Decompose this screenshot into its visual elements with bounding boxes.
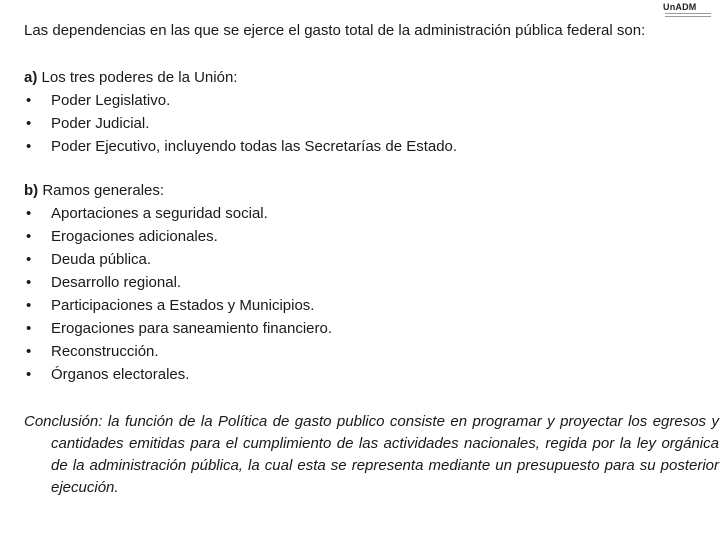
list-item-text: Erogaciones para saneamiento financiero.	[51, 320, 333, 337]
bullet: •	[26, 343, 32, 360]
list-item	[24, 296, 315, 319]
list-item	[24, 91, 237, 114]
bullet: •	[26, 205, 32, 222]
logo-lines	[665, 13, 711, 19]
list-item-text: Deuda pública.	[51, 251, 152, 268]
section-b	[24, 181, 333, 388]
list-item	[24, 319, 333, 342]
list-item	[24, 273, 182, 296]
list-item	[24, 365, 190, 388]
bullet: •	[26, 251, 32, 268]
list-item-text: Aportaciones a seguridad social.	[51, 205, 268, 222]
bullet: •	[26, 92, 32, 109]
section-a-marker: a)	[24, 69, 38, 86]
bullet: •	[26, 297, 32, 314]
unadm-logo	[663, 2, 713, 22]
list-item-text: Reconstrucción.	[51, 343, 159, 360]
list-item	[24, 204, 268, 227]
conclusion-paragraph: Conclusión: la función de la Política de gasto publico consiste en programar y proyectar los egresos y cantidades emitidas para el cumplimiento de las actividades nacionales, regida por la ley orgánica de la administración pública, la cual esta se representa mediante un presupuesto para su posterior ejecución.	[24, 413, 719, 496]
list-item-text: Participaciones a Estados y Municipios.	[51, 297, 315, 314]
intro-text: Las dependencias en las que se ejerce el gasto total de la administración pública federal son:	[24, 22, 646, 39]
section-b-title: Ramos generales:	[38, 182, 165, 199]
list-item-text: Poder Legislativo.	[51, 92, 171, 109]
list-item	[24, 114, 237, 137]
bullet: •	[26, 274, 32, 291]
bullet: •	[26, 366, 32, 383]
logo-text: UnADM	[663, 2, 697, 12]
list-item-text: Desarrollo regional.	[51, 274, 182, 291]
bullet: •	[26, 138, 32, 155]
bullet: •	[26, 228, 32, 245]
list-item-text: Poder Ejecutivo, incluyendo todas las Secretarías de Estado.	[51, 138, 458, 155]
list-item-text: Poder Judicial.	[51, 115, 150, 132]
bullet: •	[26, 115, 32, 132]
section-b-heading	[24, 181, 164, 204]
section-a-title: Los tres poderes de la Unión:	[37, 69, 238, 86]
section-a	[24, 68, 458, 160]
list-item-text: Órganos electorales.	[51, 366, 190, 383]
section-b-marker: b)	[24, 182, 39, 199]
section-a-heading	[24, 68, 237, 91]
list-item	[24, 137, 458, 160]
list-item	[24, 342, 164, 365]
list-item	[24, 250, 164, 273]
list-item	[24, 227, 218, 250]
bullet: •	[26, 320, 32, 337]
list-item-text: Erogaciones adicionales.	[51, 228, 218, 245]
